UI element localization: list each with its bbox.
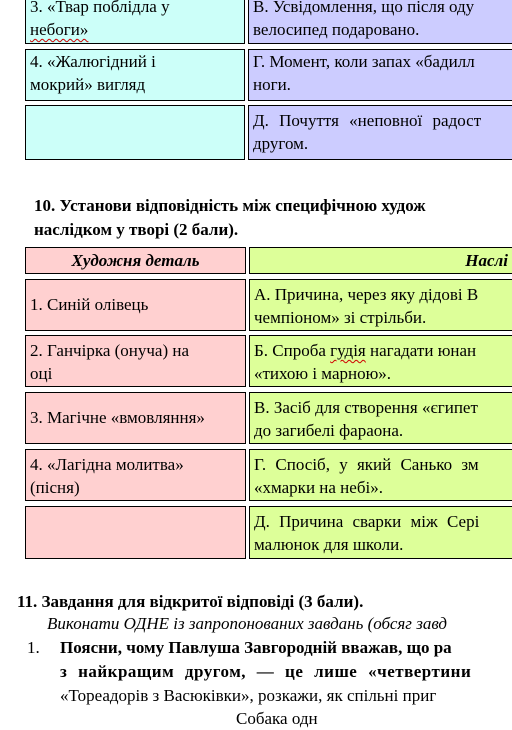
table10-header-left: Художня деталь — [25, 247, 246, 274]
table9-left-cell — [25, 105, 245, 160]
task11-item1-line3: «Тореадорів з Васюківки», розкажи, як спільні приг — [60, 686, 437, 705]
table9-right-cell: В. Усвідомлення, що після оду велосипед подаровано. — [248, 0, 512, 44]
table9-left-cell: 3. «Твар поблідла у небоги» — [25, 0, 245, 44]
task11-item1-line4: Собака одн — [236, 709, 318, 728]
task11-item1-line2: з найкращим другом, — це лише «четвертини — [60, 662, 472, 681]
table10-right-cell: Б. Спроба гудія нагадати юнан «тихою і марною». — [249, 335, 512, 387]
task11-instruction: Виконати ОДНЕ із запропонованих завдань (обсяг завд — [47, 614, 447, 633]
table9-right-cell: Г. Момент, коли запах «бадилл ноги. — [248, 49, 512, 101]
task11-item1-line1: Поясни, чому Павлуша Завгородній вважав, що ра — [60, 638, 452, 657]
spellcheck-word: небоги» — [30, 20, 89, 39]
spellcheck-word: гудія — [330, 341, 366, 360]
table10-left-cell — [25, 506, 246, 559]
table10-right-cell: Д. Причина сварки між Сері малюнок для школи. — [249, 506, 512, 559]
table10-right-cell: В. Засіб для створення «єгипет до загибелі фараона. — [249, 392, 512, 444]
task10-title-cont: наслідком у творі (2 бали). — [34, 220, 239, 239]
task11-item-number: 1. — [27, 638, 40, 657]
table10-left-cell: 1. Синій олівець — [25, 279, 246, 331]
table10-left-cell: 3. Магічне «вмовляння» — [25, 392, 246, 444]
task10-title: 10. Установи відповідність між специфічною худож — [34, 196, 426, 215]
right-text: Б. Спроба гудія нагадати юнан — [254, 341, 477, 360]
table9-right-cell: Д. Почуття «неповної радост другом. — [248, 105, 512, 160]
table9-left-cell: 4. «Жалюгідний і мокрий» вигляд — [25, 49, 245, 101]
task11-title: 11. Завдання для відкритої відповіді (3 бали). — [17, 592, 364, 611]
table10-right-cell: А. Причина, через яку дідові В чемпіоном» зі стрільби. — [249, 279, 512, 331]
table10-left-cell: 4. «Лагідна молитва» (пісня) — [25, 449, 246, 501]
table10-left-cell: 2. Ганчірка (онуча) на оці — [25, 335, 246, 387]
table10-right-cell: Г. Спосіб, у який Санько зм «хмарки на небі». — [249, 449, 512, 501]
table10-header-right: Наслі — [249, 247, 512, 274]
